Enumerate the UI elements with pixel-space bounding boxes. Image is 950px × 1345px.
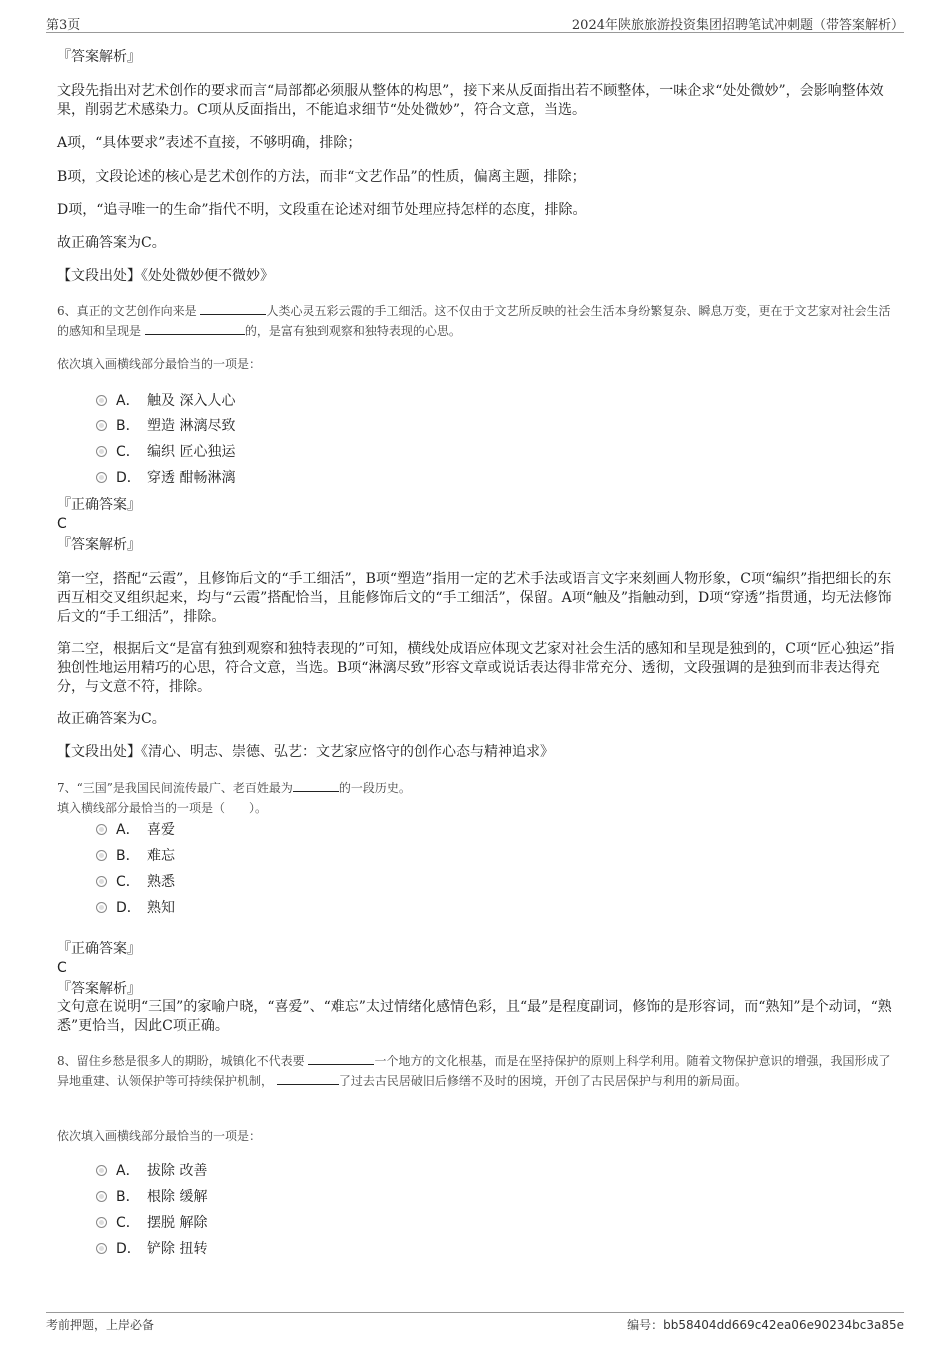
radio-icon[interactable] bbox=[96, 420, 107, 431]
radio-icon[interactable] bbox=[96, 1243, 107, 1254]
radio-icon[interactable] bbox=[96, 850, 107, 861]
blank-line bbox=[200, 302, 266, 315]
q7-analysis-label: 『答案解析』 bbox=[57, 981, 141, 997]
radio-icon[interactable] bbox=[96, 876, 107, 887]
q7-correct-answer: C bbox=[57, 960, 67, 976]
q6-option-d[interactable]: D． 穿透 酣畅淋漓 bbox=[96, 468, 235, 488]
q7-stem: 7、“三国”是我国民间流传最广、老百姓最为 的一段历史。 bbox=[57, 781, 411, 795]
q8-option-b[interactable]: B． 根除 缓解 bbox=[96, 1187, 207, 1207]
q6-option-b[interactable]: B． 塑造 淋漓尽致 bbox=[96, 416, 235, 436]
q5-source: 【文段出处】《处处微妙便不微妙》 bbox=[57, 268, 274, 284]
radio-icon[interactable] bbox=[96, 1217, 107, 1228]
q6-stem: 6、真正的文艺创作向来是 人类心灵五彩云霞的手工细活。这不仅由于文艺所反映的社会生活本身纷繁复杂、瞬息万变，更在于文艺家对社会生活的感知和呈现是 的，是富有独到观察和独特表现的心思。 bbox=[57, 304, 891, 338]
q5-analysis-paragraph: A项，“具体要求”表述不直接，不够明确，排除； bbox=[57, 135, 362, 151]
q6-source: 【文段出处】《清心、明志、崇德、弘艺：文艺家应恪守的创作心态与精神追求》 bbox=[57, 744, 554, 760]
document-title: 2024年陕旅旅游投资集团招聘笔试冲刺题（带答案解析） bbox=[571, 18, 904, 33]
q6-option-c[interactable]: C． 编织 匠心独运 bbox=[96, 442, 235, 462]
q7-option-d[interactable]: D． 熟知 bbox=[96, 898, 175, 918]
radio-icon[interactable] bbox=[96, 472, 107, 483]
footer-slogan: 考前押题，上岸必备 bbox=[46, 1318, 155, 1332]
q5-analysis-paragraph: B项，文段论述的核心是艺术创作的方法，而非“文艺作品”的性质，偏离主题，排除； bbox=[57, 169, 586, 185]
q6-option-a[interactable]: A． 触及 深入人心 bbox=[96, 391, 235, 411]
q6-analysis-paragraph: 第二空，根据后文“是富有独到观察和独特表现的”可知，横线处成语应体现文艺家对社会生活的感知和呈现是独到的，C项“匠心独运”指独创性地运用精巧的心思，符合文意，当选。B项“淋漓尽致”形容文章或说话表达得非常充分、透彻，文段强调的是独到而非表达得充分，与文意不符，排除。 bbox=[57, 641, 895, 695]
radio-icon[interactable] bbox=[96, 1165, 107, 1176]
blank-line bbox=[277, 1072, 339, 1085]
q6-conclusion: 故正确答案为C。 bbox=[57, 711, 166, 727]
q8-stem: 8、留住乡愁是很多人的期盼，城镇化不代表要 一个地方的文化根基，而是在坚持保护的原则上科学利用。随着文物保护意识的增强，我国形成了异地重建、认领保护等可持续保护机制， 了过去古民居破旧后修缮不及时的困境，开创了古民居保护与利用的新局面。 bbox=[57, 1054, 891, 1088]
q8-option-d[interactable]: D． 铲除 扭转 bbox=[96, 1239, 207, 1259]
blank-line bbox=[293, 779, 339, 792]
page-footer bbox=[46, 1312, 904, 1335]
q7-option-c[interactable]: C． 熟悉 bbox=[96, 872, 175, 892]
q6-instruction: 依次填入画横线部分最恰当的一项是： bbox=[57, 357, 262, 371]
blank-line bbox=[308, 1052, 374, 1065]
q7-instruction: 填入横线部分最恰当的一项是（ ）。 bbox=[57, 801, 268, 815]
q5-analysis-paragraph: 文段先指出对艺术创作的要求而言“局部都必须服从整体的构思”，接下来从反面指出若不顾整体，一味企求“处处微妙”，会影响整体效果，削弱艺术感染力。C项从反面指出，不能追求细节“处处微妙”，符合文意，当选。 bbox=[57, 83, 884, 118]
q5-conclusion: 故正确答案为C。 bbox=[57, 235, 166, 251]
radio-icon[interactable] bbox=[96, 824, 107, 835]
document-code: 编号：bb58404dd669c42ea06e90234bc3a85e bbox=[627, 1318, 904, 1332]
page-header bbox=[46, 14, 904, 33]
blank-line bbox=[145, 322, 245, 335]
page-number: 第3页 bbox=[46, 18, 81, 33]
radio-icon[interactable] bbox=[96, 902, 107, 913]
q5-analysis-paragraph: D项，“追寻唯一的生命”指代不明，文段重在论述对细节处理应持怎样的态度，排除。 bbox=[57, 202, 587, 218]
q6-analysis-label: 『答案解析』 bbox=[57, 537, 141, 553]
q7-analysis-paragraph: 文句意在说明“三国”的家喻户晓，“喜爱”、“难忘”太过情绪化感情色彩，且“最”是程度副词，修饰的是形容词，而“熟知”是个动词，“熟悉”更恰当，因此C项正确。 bbox=[57, 999, 892, 1034]
q7-option-a[interactable]: A． 喜爱 bbox=[96, 820, 175, 840]
q8-instruction: 依次填入画横线部分最恰当的一项是： bbox=[57, 1129, 262, 1143]
q7-option-b[interactable]: B． 难忘 bbox=[96, 846, 175, 866]
q8-option-c[interactable]: C． 摆脱 解除 bbox=[96, 1213, 207, 1233]
q8-option-a[interactable]: A． 拔除 改善 bbox=[96, 1161, 207, 1181]
q6-correct-answer: C bbox=[57, 516, 67, 532]
radio-icon[interactable] bbox=[96, 446, 107, 457]
q6-analysis-paragraph: 第一空，搭配“云霞”，且修饰后文的“手工细活”，B项“塑造”指用一定的艺术手法或语言文字来刻画人物形象，C项“编织”指把细长的东西互相交叉组织起来，均与“云霞”搭配恰当，且能修饰后文的“手工细活”，保留。A项“触及”指触动到，D项“穿透”指贯通，均无法修饰后文的“手工细活”，排除。 bbox=[57, 571, 892, 625]
q7-correct-label: 『正确答案』 bbox=[57, 941, 141, 957]
q5-analysis-label: 『答案解析』 bbox=[57, 49, 141, 65]
radio-icon[interactable] bbox=[96, 1191, 107, 1202]
radio-icon[interactable] bbox=[96, 395, 107, 406]
q6-correct-label: 『正确答案』 bbox=[57, 497, 141, 513]
